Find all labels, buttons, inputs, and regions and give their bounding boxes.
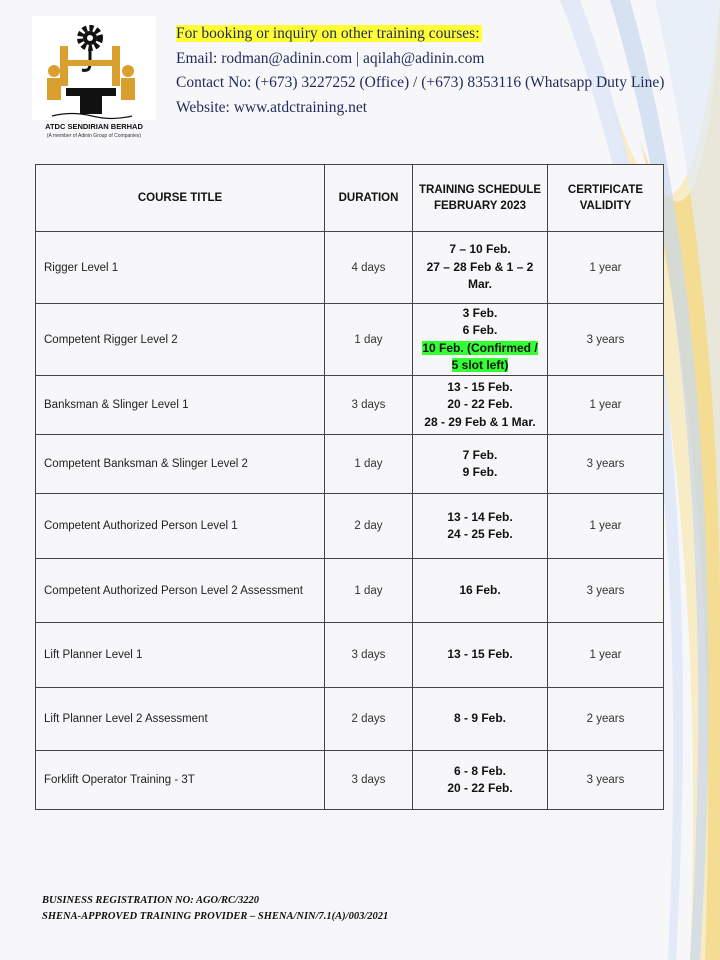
course-title: Competent Authorized Person Level 1: [36, 494, 325, 559]
course-title: Lift Planner Level 2 Assessment: [36, 688, 325, 751]
booking-heading: For booking or inquiry on other training courses:: [176, 25, 480, 42]
course-duration: 3 days: [325, 623, 413, 688]
header-schedule: TRAINING SCHEDULE FEBRUARY 2023: [413, 165, 548, 232]
business-registration: BUSINESS REGISTRATION NO: AGO/RC/3220: [42, 895, 259, 906]
course-title: Rigger Level 1: [36, 232, 325, 304]
shena-approval: SHENA-APPROVED TRAINING PROVIDER – SHENA/NIN/7.1(A)/003/2021: [42, 910, 389, 922]
logo-emblem: [32, 16, 156, 120]
course-schedule: 6 - 8 Feb. 20 - 22 Feb.: [413, 751, 548, 810]
course-duration: 3 days: [325, 376, 413, 435]
course-validity: 3 years: [548, 751, 664, 810]
course-duration: 1 day: [325, 304, 413, 376]
table-row: [36, 232, 664, 304]
course-validity: 1 year: [548, 232, 664, 304]
website-line[interactable]: Website: www.atdctraining.net: [176, 98, 368, 116]
table-row: [36, 559, 664, 623]
course-schedule: 13 - 15 Feb.: [413, 623, 548, 688]
confirmed-highlight: 10 Feb. (Confirmed /: [422, 340, 538, 355]
table-row: [36, 623, 664, 688]
table-row: [36, 376, 664, 435]
course-title: Banksman & Slinger Level 1: [36, 376, 325, 435]
course-duration: 4 days: [325, 232, 413, 304]
phone-line: Contact No: (+673) 3227252 (Office) / (+673) 8353116 (Whatsapp Duty Line): [176, 74, 665, 91]
footer: [42, 893, 388, 924]
table-row: [36, 435, 664, 494]
course-title: Competent Banksman & Slinger Level 2: [36, 435, 325, 494]
course-duration: 3 days: [325, 751, 413, 810]
course-duration: 1 day: [325, 435, 413, 494]
confirmed-highlight: 5 slot left): [451, 358, 509, 372]
course-schedule: 3 Feb. 6 Feb. 10 Feb. (Confirmed / 5 slot left): [413, 304, 548, 376]
course-duration: 2 day: [325, 494, 413, 559]
table-row: [36, 751, 664, 810]
course-validity: 3 years: [548, 559, 664, 623]
training-schedule-table: [35, 164, 664, 810]
table-row: [36, 494, 664, 559]
email-line[interactable]: Email: rodman@adinin.com | aqilah@adinin.com: [176, 49, 485, 67]
course-schedule: 8 - 9 Feb.: [413, 688, 548, 751]
course-duration: 2 days: [325, 688, 413, 751]
course-validity: 2 years: [548, 688, 664, 751]
table-row: [36, 688, 664, 751]
header-duration: DURATION: [325, 165, 413, 232]
course-title: Lift Planner Level 1: [36, 623, 325, 688]
course-validity: 3 years: [548, 435, 664, 494]
course-schedule: 13 - 14 Feb. 24 - 25 Feb.: [413, 494, 548, 559]
course-validity: 1 year: [548, 494, 664, 559]
course-title: Competent Authorized Person Level 2 Assessment: [36, 559, 325, 623]
table-row: [36, 304, 664, 376]
course-schedule: 7 Feb. 9 Feb.: [413, 435, 548, 494]
course-title: Forklift Operator Training - 3T: [36, 751, 325, 810]
course-schedule: 13 - 15 Feb. 20 - 22 Feb. 28 - 29 Feb & 1 Mar.: [413, 376, 548, 435]
course-validity: 1 year: [548, 623, 664, 688]
course-validity: 1 year: [548, 376, 664, 435]
course-schedule: 16 Feb.: [413, 559, 548, 623]
table-header-row: [36, 165, 664, 232]
contact-block: [176, 22, 664, 120]
course-duration: 1 day: [325, 559, 413, 623]
course-title: Competent Rigger Level 2: [36, 304, 325, 376]
course-schedule: 7 – 10 Feb. 27 – 28 Feb & 1 – 2 Mar.: [413, 232, 548, 304]
company-name: ATDC SENDIRIAN BERHAD: [45, 122, 143, 131]
header-validity: CERTIFICATE VALIDITY: [548, 165, 664, 232]
company-logo: [32, 16, 156, 144]
header-course-title: COURSE TITLE: [36, 165, 325, 232]
course-validity: 3 years: [548, 304, 664, 376]
company-tagline: (A member of Adinin Group of Companies): [46, 133, 142, 139]
